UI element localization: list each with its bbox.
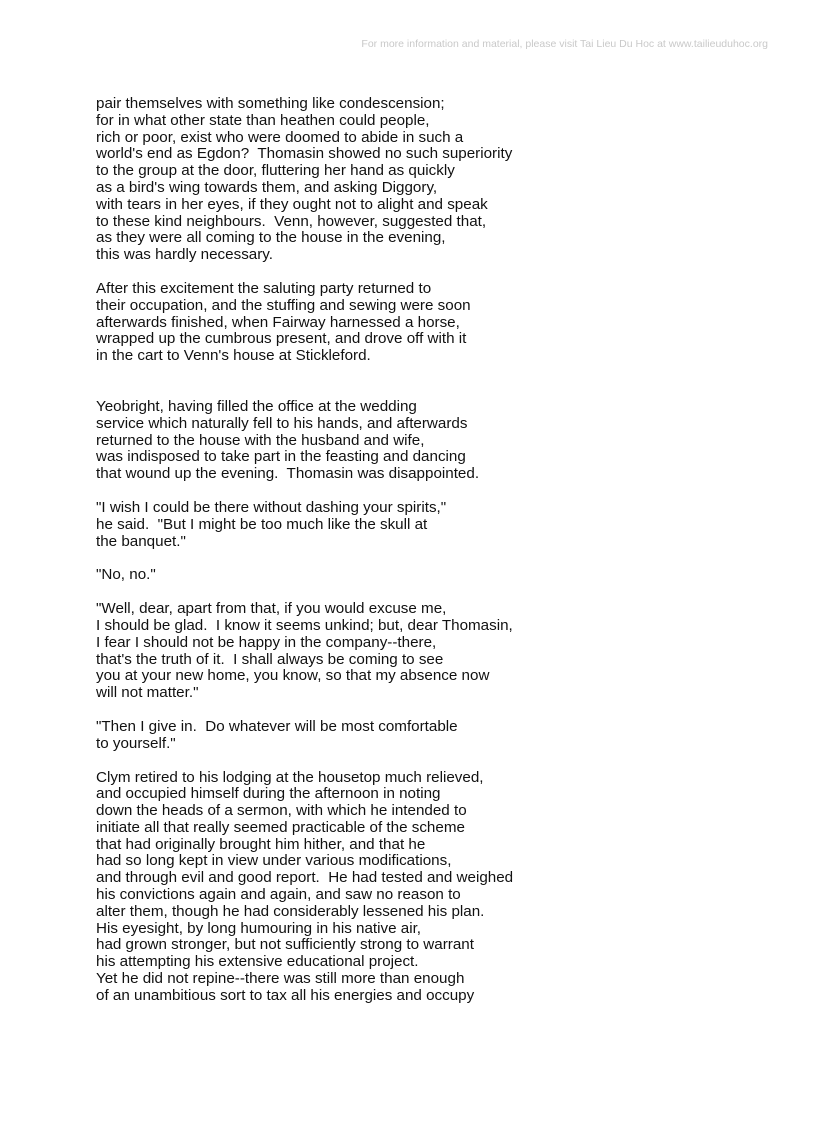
text-line: the banquet." — [96, 532, 186, 550]
text-line: "Then I give in. Do whatever will be most comfortable — [96, 717, 458, 735]
text-line: and through evil and good report. He had tested and weighed — [96, 869, 514, 887]
paragraph — [96, 770, 776, 1005]
text-line: "Well, dear, apart from that, if you would excuse me, — [96, 600, 447, 618]
section-spacer — [96, 365, 776, 399]
paragraph — [96, 96, 776, 264]
text-line: that had originally brought him hither, and that he — [96, 835, 426, 853]
text-line: his convictions again and again, and saw no reason to — [96, 886, 461, 904]
text-line: to the group at the door, fluttering her hand as quickly — [96, 162, 455, 180]
text-line: and occupied himself during the afternoon in noting — [96, 785, 441, 803]
text-line: Clym retired to his lodging at the housetop much relieved, — [96, 768, 484, 786]
text-line: world's end as Egdon? Thomasin showed no such superiority — [96, 145, 513, 163]
text-line: had grown stronger, but not sufficiently strong to warrant — [96, 936, 474, 954]
text-line: will not matter." — [96, 684, 199, 702]
text-line: Yeobright, having filled the office at the wedding — [96, 397, 417, 415]
text-line: Yet he did not repine--there was still more than enough — [96, 970, 465, 988]
paragraph — [96, 719, 776, 753]
text-line: as they were all coming to the house in the evening, — [96, 229, 446, 247]
text-line: pair themselves with something like condescension; — [96, 95, 445, 112]
text-line: his attempting his extensive educational project. — [96, 953, 419, 971]
text-line: had so long kept in view under various modifications, — [96, 852, 452, 870]
text-line: initiate all that really seemed practicable of the scheme — [96, 818, 465, 836]
paragraph — [96, 281, 776, 365]
text-line: for in what other state than heathen could people, — [96, 111, 430, 129]
text-line: you at your new home, you know, so that my absence now — [96, 667, 490, 685]
text-line: was indisposed to take part in the feasting and dancing — [96, 448, 466, 466]
paragraph-spacer — [96, 550, 776, 567]
paragraph-spacer — [96, 264, 776, 281]
text-line: service which naturally fell to his hands, and afterwards — [96, 414, 468, 432]
text-line: returned to the house with the husband and wife, — [96, 431, 425, 449]
paragraph — [96, 500, 776, 550]
text-line: to yourself." — [96, 734, 176, 752]
text-line: "I wish I could be there without dashing your spirits," — [96, 498, 447, 516]
source-watermark: For more information and material, please visit Tai Lieu Du Hoc at www.tailieuduhoc.org — [361, 38, 768, 50]
text-line: rich or poor, exist who were doomed to abide in such a — [96, 128, 464, 146]
text-line: he said. "But I might be too much like the skull at — [96, 515, 428, 533]
text-line: I fear I should not be happy in the company--there, — [96, 633, 437, 651]
text-line: wrapped up the cumbrous present, and drove off with it — [96, 330, 467, 348]
document-body — [96, 96, 776, 1005]
paragraph-spacer — [96, 702, 776, 719]
text-line: alter them, though he had considerably lessened his plan. — [96, 902, 485, 920]
text-line: with tears in her eyes, if they ought not to alight and speak — [96, 195, 488, 213]
text-line: their occupation, and the stuffing and sewing were soon — [96, 296, 471, 314]
text-line: this was hardly necessary. — [96, 246, 273, 264]
text-line: down the heads of a sermon, with which he intended to — [96, 802, 467, 820]
text-line: afterwards finished, when Fairway harnessed a horse, — [96, 313, 460, 331]
paragraph — [96, 567, 776, 584]
paragraph — [96, 601, 776, 702]
text-line: as a bird's wing towards them, and asking Diggory, — [96, 178, 438, 196]
paragraph-spacer — [96, 584, 776, 601]
text-line: of an unambitious sort to tax all his energies and occupy — [96, 986, 475, 1004]
paragraph-spacer — [96, 753, 776, 770]
paragraph — [96, 399, 776, 483]
text-line: that's the truth of it. I shall always be coming to see — [96, 650, 444, 668]
text-line: After this excitement the saluting party returned to — [96, 279, 432, 297]
text-line: "No, no." — [96, 566, 156, 584]
paragraph-spacer — [96, 483, 776, 500]
text-line: His eyesight, by long humouring in his native air, — [96, 919, 422, 937]
text-line: in the cart to Venn's house at Stickleford. — [96, 347, 371, 365]
text-line: to these kind neighbours. Venn, however, suggested that, — [96, 212, 487, 230]
text-line: that wound up the evening. Thomasin was disappointed. — [96, 465, 480, 483]
text-line: I should be glad. I know it seems unkind; but, dear Thomasin, — [96, 616, 513, 634]
